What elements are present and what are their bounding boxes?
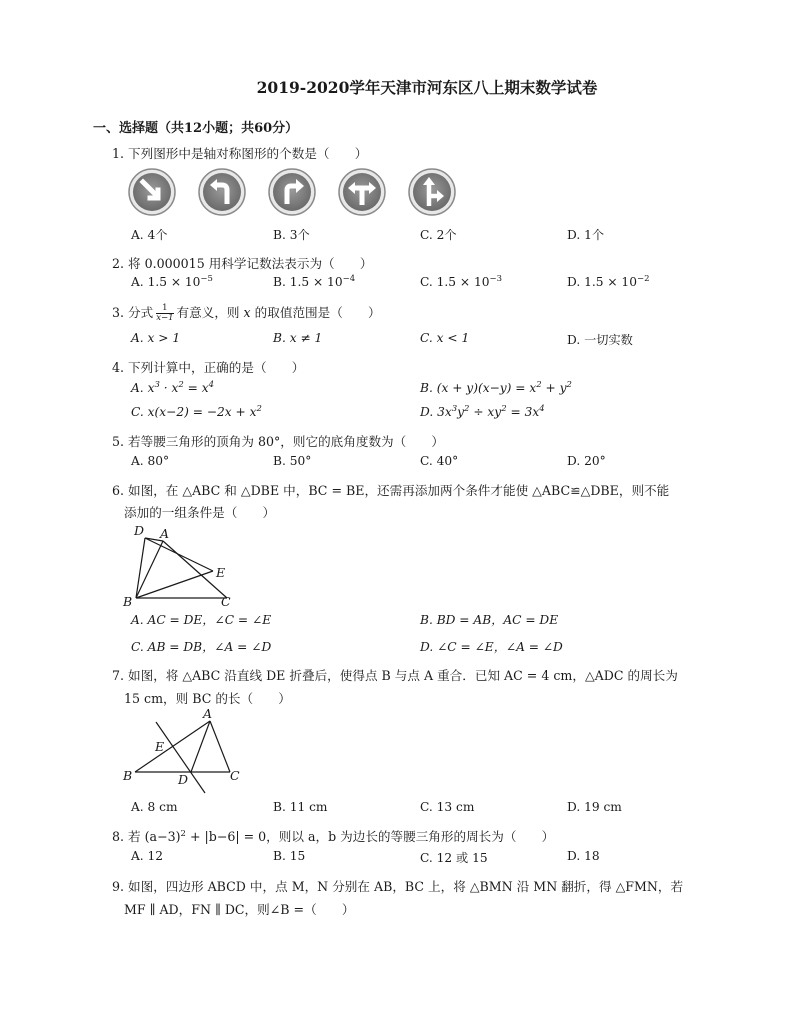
question-9-stem-line-2: MF ∥ AD，FN ∥ DC，则∠B =（ ）: [124, 902, 355, 917]
q4-option-d[interactable]: D. $3x^3y^2 \div xy^2 = 3x^4$: [420, 404, 545, 419]
q7-label-e: E: [155, 739, 165, 754]
q7-option-c[interactable]: C. 13 cm: [420, 800, 475, 814]
u-turn-left-arrow-sign-icon: [199, 169, 245, 215]
q7-fold-figure: [118, 704, 253, 800]
q1-option-a[interactable]: A. 4个: [131, 228, 168, 242]
q7-label-c: C: [230, 768, 240, 783]
q7-label-a: A: [203, 706, 213, 721]
q8-option-c[interactable]: C. 12 或 15: [420, 851, 488, 865]
q7-option-a[interactable]: A. 8 cm: [131, 800, 178, 814]
t-junction-arrow-sign-icon: [339, 169, 385, 215]
q7-option-b[interactable]: B. 11 cm: [273, 800, 328, 814]
turn-right-down-arrow-sign-icon: [129, 169, 175, 215]
q5-option-c[interactable]: C. 40°: [420, 454, 459, 468]
section-heading: 一、选择题（共12小题；共60分）: [93, 121, 299, 136]
q3-option-c[interactable]: C. x < 1: [420, 331, 470, 345]
question-6-stem-line-1: 6. 如图，在 △ABC 和 △DBE 中，BC = BE，还需再添加两个条件才能使 △ABC≌△DBE，则不能: [112, 483, 670, 498]
q6-option-b[interactable]: B. BD = AB，AC = DE: [420, 613, 559, 627]
q3-option-a[interactable]: A. x > 1: [131, 331, 181, 345]
straight-or-right-arrow-sign-icon: [409, 169, 455, 215]
q3-option-b[interactable]: B. x ≠ 1: [273, 331, 323, 345]
question-3-stem: 3. 分式 $\frac{1}{x-1}$ 有意义，则 x 的取值范围是（ ）: [112, 303, 381, 323]
question-8-stem: 8. 若 $(a-3)^2 + |b-6| = 0$，则以 a，b 为边长的等腰三角形的周长为（ ）: [112, 829, 555, 844]
q8-option-a[interactable]: A. 12: [131, 849, 164, 863]
q2-option-a[interactable]: A. $1.5 \times 10^{-5}$: [131, 274, 213, 289]
question-9-stem-line-1: 9. 如图，四边形 ABCD 中，点 M，N 分别在 AB，BC 上，将 △BMN 沿 MN 翻折，得 △FMN，若: [112, 879, 684, 894]
turn-right-arrow-sign-icon: [269, 169, 315, 215]
fraction: $\frac{1}{x-1}$: [156, 303, 174, 323]
q6-label-c: C: [221, 594, 231, 609]
q6-label-d: D: [134, 523, 145, 538]
q7-label-d: D: [178, 772, 189, 787]
question-4-stem: 4. 下列计算中，正确的是（ ）: [112, 360, 305, 375]
q6-option-d[interactable]: D. ∠C = ∠E，∠A = ∠D: [420, 640, 563, 654]
q4-option-c[interactable]: C. $x(x-2) = -2x + x^2$: [131, 404, 262, 419]
q6-option-a[interactable]: A. AC = DE，∠C = ∠E: [131, 613, 272, 627]
q1-option-b[interactable]: B. 3个: [273, 228, 310, 242]
question-5-stem: 5. 若等腰三角形的顶角为 80°，则它的底角度数为（ ）: [112, 434, 445, 449]
q4-option-a[interactable]: A. $x^3 \cdot x^2 = x^4$: [131, 380, 215, 395]
question-7-stem-line-2: 15 cm，则 BC 的长（ ）: [124, 691, 291, 706]
q1-option-c[interactable]: C. 2个: [420, 228, 457, 242]
q6-label-e: E: [216, 565, 226, 580]
q4-option-b[interactable]: B. $(x + y)(x-y) = x^2 + y^2$: [420, 380, 572, 395]
q1-option-d[interactable]: D. 1个: [567, 228, 605, 242]
q8-option-d[interactable]: D. 18: [567, 849, 600, 863]
question-2-stem: 2. 将 0.000015 用科学记数法表示为（ ）: [112, 256, 373, 271]
q3-option-d[interactable]: D. 一切实数: [567, 333, 633, 347]
q6-label-b: B: [123, 594, 133, 609]
q7-label-b: B: [123, 768, 133, 783]
q5-option-a[interactable]: A. 80°: [131, 454, 170, 468]
question-7-stem-line-1: 7. 如图，将 △ABC 沿直线 DE 折叠后，使得点 B 与点 A 重合．已知 AC = 4 cm，△ADC 的周长为: [112, 668, 678, 683]
question-6-stem-line-2: 添加的一组条件是（ ）: [124, 505, 276, 520]
q7-option-d[interactable]: D. 19 cm: [567, 800, 622, 814]
question-1-stem: 1. 下列图形中是轴对称图形的个数是（ ）: [112, 146, 368, 161]
q2-option-d[interactable]: D. $1.5 \times 10^{-2}$: [567, 274, 650, 289]
q5-option-b[interactable]: B. 50°: [273, 454, 312, 468]
q8-option-b[interactable]: B. 15: [273, 849, 306, 863]
q5-option-d[interactable]: D. 20°: [567, 454, 606, 468]
q6-label-a: A: [160, 526, 170, 541]
q6-option-c[interactable]: C. AB = DB，∠A = ∠D: [131, 640, 272, 654]
q2-option-b[interactable]: B. $1.5 \times 10^{-4}$: [273, 274, 356, 289]
q6-triangle-figure: [118, 520, 248, 614]
q2-option-c[interactable]: C. $1.5 \times 10^{-3}$: [420, 274, 503, 289]
exam-title: 2019-2020学年天津市河东区八上期末数学试卷: [256, 78, 598, 97]
traffic-signs-row: [128, 167, 458, 219]
